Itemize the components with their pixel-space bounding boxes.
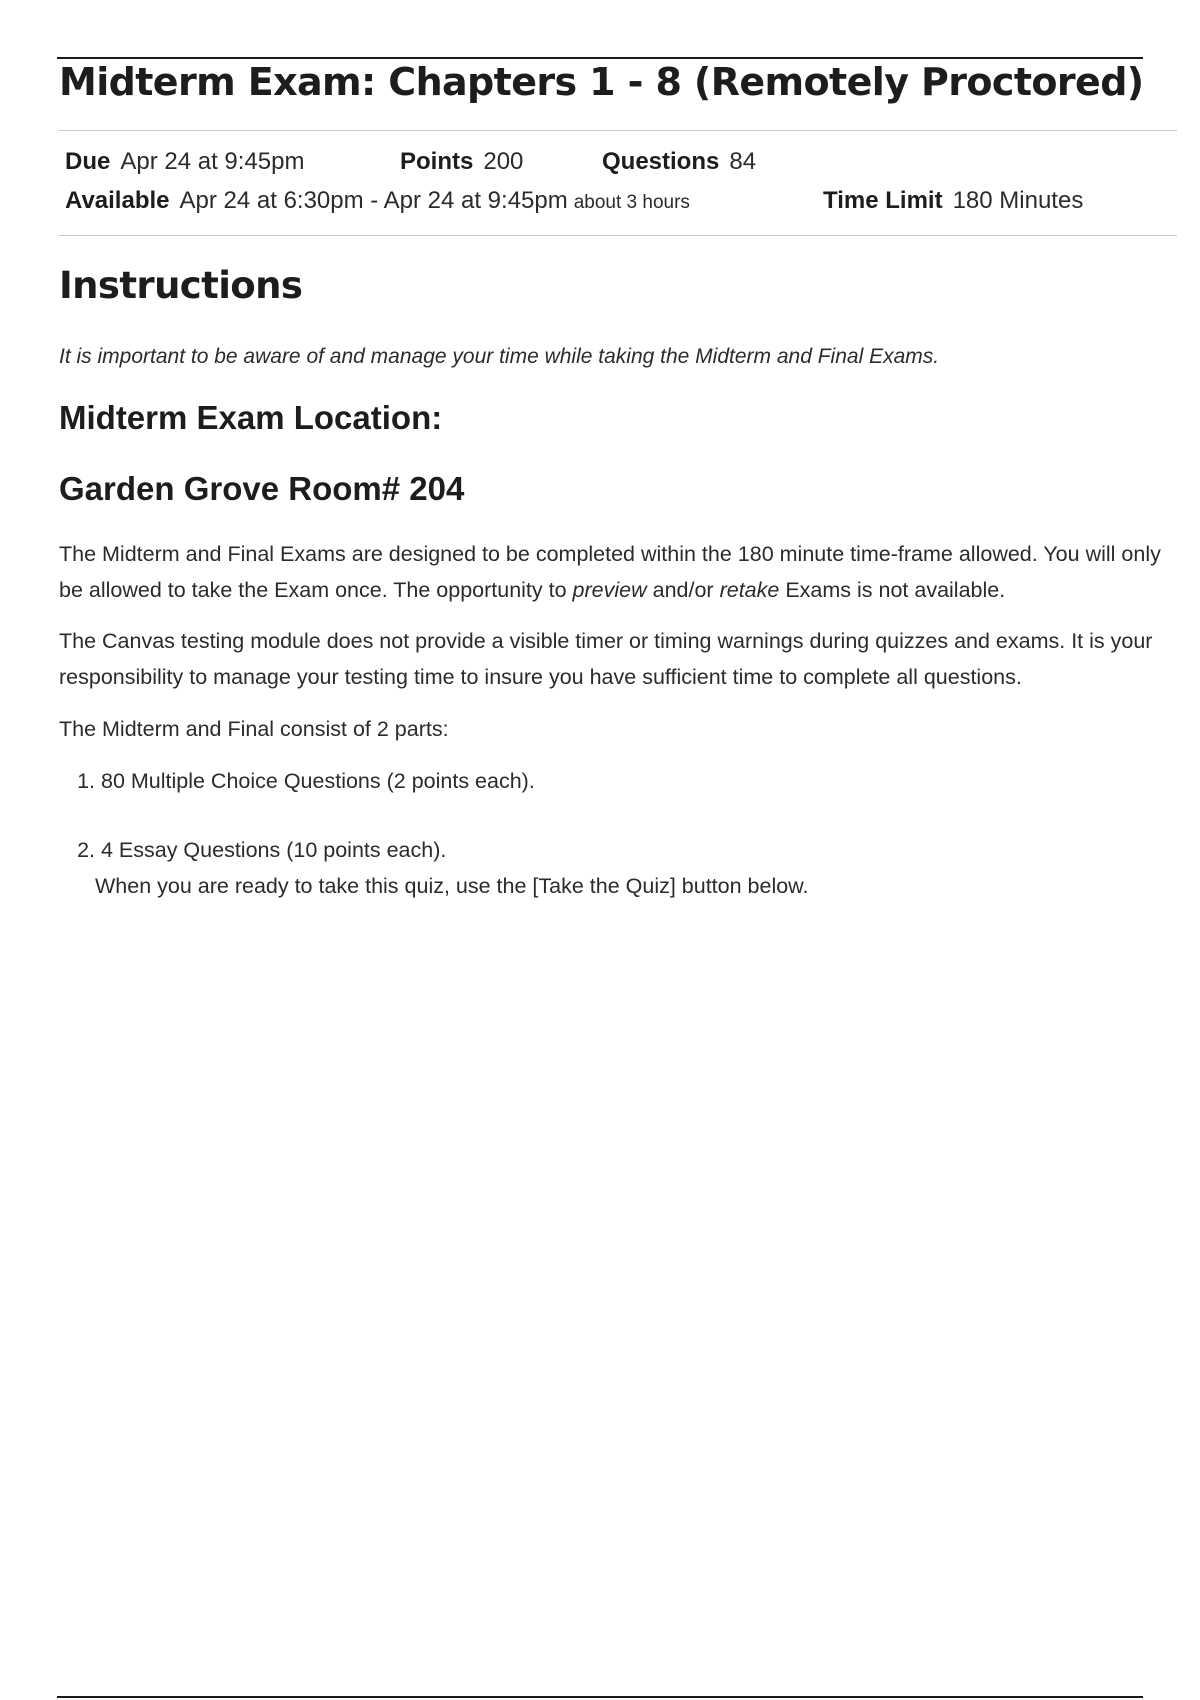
due-field — [65, 148, 304, 176]
emphasis-retake: retake — [719, 578, 780, 602]
exam-timeframe-paragraph — [59, 536, 1179, 608]
meta-divider-bottom — [59, 235, 1177, 236]
list-item-number: 2. — [77, 838, 95, 862]
emphasis-preview: preview — [572, 578, 647, 602]
available-field — [65, 187, 690, 215]
list-item — [59, 832, 809, 898]
time-limit-label: Time Limit — [823, 187, 943, 214]
exam-room-heading: Garden Grove Room# 204 — [59, 470, 465, 507]
time-limit-value: 180 Minutes — [952, 187, 1084, 214]
available-value: Apr 24 at 6:30pm - Apr 24 at 9:45pm — [179, 187, 568, 214]
list-item-number: 1. — [77, 769, 95, 793]
meta-divider-top — [59, 130, 1177, 131]
top-divider — [57, 57, 1143, 59]
page-title: Midterm Exam: Chapters 1 - 8 (Remotely Proctored) — [59, 60, 1144, 104]
exam-parts-intro: The Midterm and Final consist of 2 parts: — [59, 717, 449, 741]
due-value: Apr 24 at 9:45pm — [120, 148, 305, 175]
available-label: Available — [65, 187, 170, 214]
paragraph-text: The Midterm and Final Exams are designed to be completed within the 180 minute time-frame allowed. You will only be allowed to take the Exam once. The opportunity to — [59, 542, 1161, 602]
points-label: Points — [400, 148, 474, 175]
timer-warning-paragraph: The Canvas testing module does not provide a visible timer or timing warnings during quizzes and exams. It is your responsibility to manage your testing time to insure you have sufficient time to complete all questions. — [59, 629, 1153, 689]
exam-location-heading: Midterm Exam Location: — [59, 399, 443, 436]
paragraph-text: Exams is not available. — [785, 578, 1006, 602]
time-management-note: It is important to be aware of and manage your time while taking the Midterm and Final Exams. — [59, 345, 940, 368]
instructions-heading: Instructions — [59, 264, 303, 307]
take-quiz-instruction: When you are ready to take this quiz, use the [Take the Quiz] button below. — [95, 874, 809, 898]
questions-field — [602, 148, 756, 176]
list-item-text: 80 Multiple Choice Questions (2 points each). — [100, 769, 535, 793]
bottom-divider — [57, 1696, 1143, 1698]
list-item-text: 4 Essay Questions (10 points each). — [100, 838, 447, 862]
list-item — [59, 763, 535, 799]
time-limit-field — [823, 187, 1083, 215]
points-value: 200 — [483, 148, 524, 175]
questions-label: Questions — [602, 148, 720, 175]
questions-value: 84 — [729, 148, 757, 175]
paragraph-text: and/or — [652, 578, 714, 602]
due-label: Due — [65, 148, 111, 175]
available-duration-note: about 3 hours — [573, 192, 690, 213]
points-field — [400, 148, 523, 176]
